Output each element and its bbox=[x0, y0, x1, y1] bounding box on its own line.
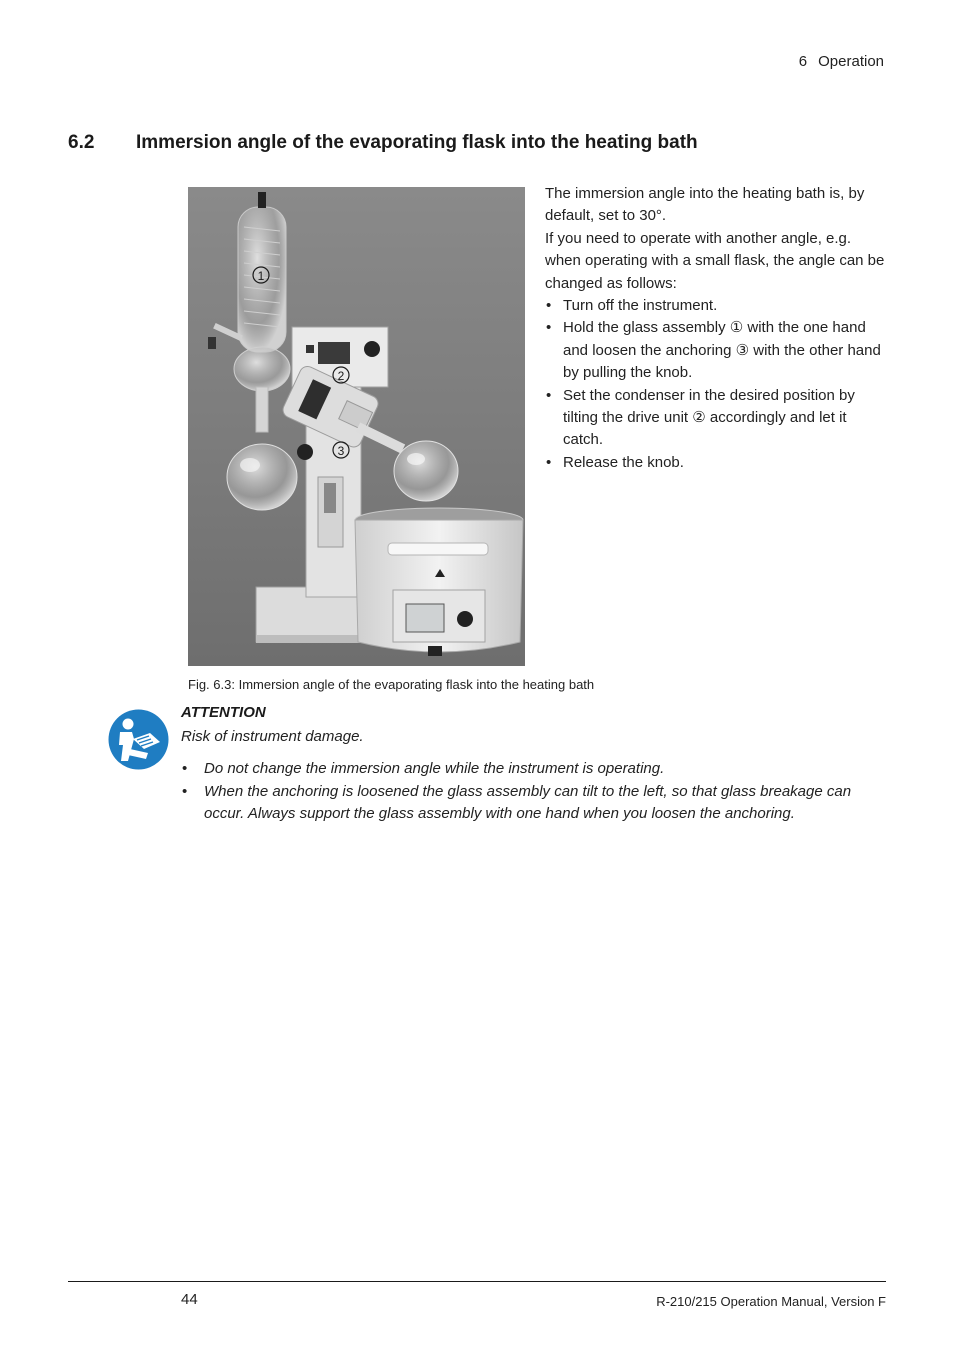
section-number: 6.2 bbox=[68, 132, 95, 153]
figure-callout-1: 1 bbox=[257, 269, 265, 283]
attention-list bbox=[181, 758, 886, 826]
step-list bbox=[545, 295, 890, 474]
attention-item: • Do not change the immersion angle while the instrument is operating. bbox=[181, 758, 886, 781]
section-heading bbox=[68, 132, 698, 154]
running-header bbox=[799, 53, 884, 70]
step-item: • Turn off the instrument. bbox=[545, 295, 890, 317]
step-item: • Set the condenser in the desired position by tilting the drive unit ② accordingly and let it catch. bbox=[545, 385, 890, 452]
figure-callout-3: 3 bbox=[337, 444, 345, 458]
intro-paragraph: The immersion angle into the heating bath is, by default, set to 30°. bbox=[545, 185, 865, 225]
attention-subtitle: Risk of instrument damage. bbox=[181, 728, 364, 745]
attention-item: • When the anchoring is loosened the glass assembly can tilt to the left, so that glass breakage can occur. Always support the glass assembly with one hand when you loosen the anchoring. bbox=[181, 781, 886, 826]
footer-divider bbox=[68, 1281, 886, 1282]
condition-paragraph: If you need to operate with another angle, e.g. when operating with a small flask, the angle can be changed as follows: bbox=[545, 229, 885, 292]
attention-title: ATTENTION bbox=[181, 704, 266, 721]
chapter-number: 6 bbox=[798, 53, 808, 70]
page-number: 44 bbox=[181, 1291, 198, 1308]
chapter-title: Operation bbox=[818, 53, 884, 70]
read-manual-icon bbox=[108, 709, 169, 770]
step-item: • Release the knob. bbox=[545, 452, 890, 474]
rotary-evaporator-photo bbox=[188, 187, 525, 666]
document-title: R-210/215 Operation Manual, Version F bbox=[656, 1294, 886, 1309]
figure-caption: Fig. 6.3: Immersion angle of the evaporating flask into the heating bath bbox=[188, 677, 595, 692]
section-title: Immersion angle of the evaporating flask into the heating bath bbox=[136, 132, 698, 153]
figure-callout-2: 2 bbox=[337, 369, 345, 383]
step-item: • Hold the glass assembly ① with the one hand and loosen the anchoring ③ with the other hand by pulling the knob. bbox=[545, 317, 890, 384]
instructions-text bbox=[545, 183, 890, 474]
